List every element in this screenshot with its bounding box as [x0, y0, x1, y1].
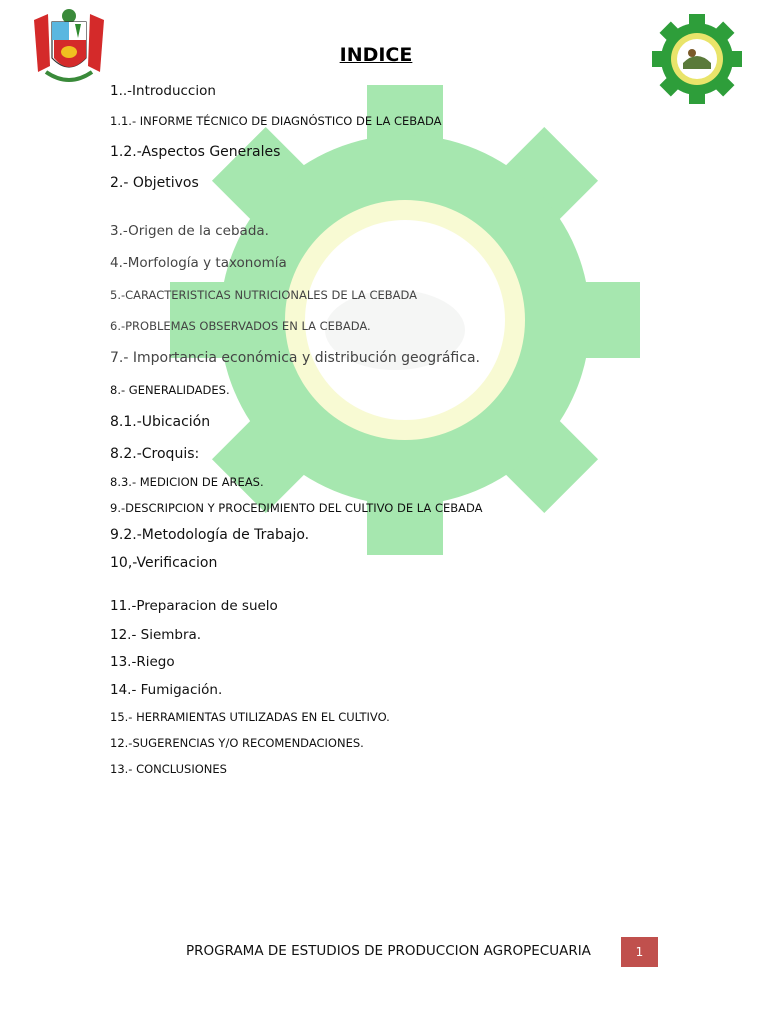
footer-program-name: PROGRAMA DE ESTUDIOS DE PRODUCCION AGROPECUARIA — [186, 943, 591, 959]
page-number-badge: 1 — [621, 937, 658, 967]
page-title: INDICE — [339, 44, 413, 66]
toc-item-sugerencias: 12.-SUGERENCIAS Y/O RECOMENDACIONES. — [110, 736, 364, 750]
toc-item-conclusiones: 13.- CONCLUSIONES — [110, 762, 227, 776]
toc-item-preparacion-suelo: 11.-Preparacion de suelo — [110, 598, 278, 614]
toc-item-siembra: 12.- Siembra. — [110, 627, 202, 643]
toc-item-ubicacion: 8.1.-Ubicación — [110, 414, 211, 430]
toc-item-origen: 3.-Origen de la cebada. — [110, 223, 269, 239]
toc-item-generalidades: 8.- GENERALIDADES. — [110, 383, 230, 397]
toc-item-riego: 13.-Riego — [110, 654, 175, 670]
toc-item-medicion-areas: 8.3.- MEDICION DE AREAS. — [110, 475, 264, 489]
toc-item-caracteristicas: 5.-CARACTERISTICAS NUTRICIONALES DE LA CEBADA — [110, 288, 418, 302]
toc-item-morfologia: 4.-Morfología y taxonomía — [110, 255, 287, 271]
toc-item-aspectos-generales: 1.2.-Aspectos Generales — [110, 144, 281, 160]
toc-item-croquis: 8.2.-Croquis: — [110, 446, 200, 462]
toc-item-descripcion: 9.-DESCRIPCION Y PROCEDIMIENTO DEL CULTIVO DE LA CEBADA — [110, 501, 483, 515]
toc-item-importancia: 7.- Importancia económica y distribución geográfica. — [110, 350, 480, 366]
toc-item-objetivos: 2.- Objetivos — [110, 175, 199, 191]
toc-item-verificacion: 10,-Verificacion — [110, 555, 218, 571]
toc-item-herramientas: 15.- HERRAMIENTAS UTILIZADAS EN EL CULTIVO. — [110, 710, 390, 724]
toc-item-informe-tecnico: 1.1.- INFORME TÉCNICO DE DIAGNÓSTICO DE LA CEBADA — [110, 114, 442, 128]
toc-item-problemas: 6.-PROBLEMAS OBSERVADOS EN LA CEBADA. — [110, 319, 371, 333]
toc-item-introduccion: 1..-Introduccion — [110, 83, 216, 99]
toc-item-fumigacion: 14.- Fumigación. — [110, 682, 223, 698]
toc-item-metodologia: 9.2.-Metodología de Trabajo. — [110, 527, 310, 543]
